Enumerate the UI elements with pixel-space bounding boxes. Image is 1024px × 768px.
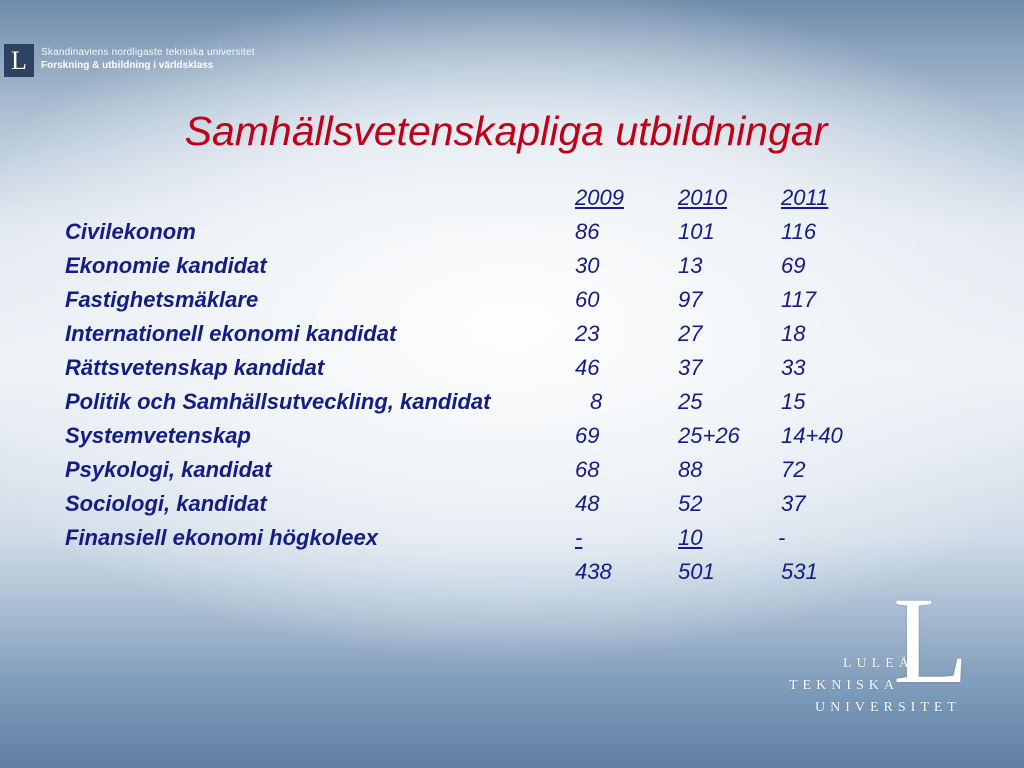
- header-tagline: [41, 46, 255, 73]
- value-2010: 13: [678, 253, 703, 278]
- value-2010: 88: [678, 457, 703, 482]
- table-totals-row: [65, 559, 965, 589]
- program-name: Civilekonom: [65, 219, 196, 244]
- university-logo: [785, 572, 1000, 720]
- header-2009: 2009: [575, 185, 624, 210]
- table-row: [65, 525, 965, 555]
- header-logo: L: [4, 44, 34, 77]
- table-row: [65, 355, 965, 385]
- value-2009: 60: [575, 287, 600, 312]
- value-2010: 101: [678, 219, 715, 244]
- table-row: [65, 287, 965, 317]
- value-2009: 23: [575, 321, 600, 346]
- program-name: Fastighetsmäklare: [65, 287, 259, 312]
- university-logo-letter: L: [893, 572, 969, 709]
- value-2011: 69: [781, 253, 806, 278]
- value-2010: 27: [678, 321, 703, 346]
- value-2009: 68: [575, 457, 600, 482]
- value-2009: 48: [575, 491, 600, 516]
- program-name: Ekonomie kandidat: [65, 253, 267, 278]
- table-row: [65, 219, 965, 249]
- header-2010: 2010: [678, 185, 727, 210]
- value-2010: 25+26: [678, 423, 740, 448]
- value-2009: -: [575, 525, 583, 550]
- value-2011: -: [778, 525, 786, 550]
- program-name: Rättsvetenskap kandidat: [65, 355, 325, 380]
- table-row: [65, 389, 965, 419]
- value-2010: 37: [678, 355, 703, 380]
- table-row: [65, 253, 965, 283]
- value-2010: 10: [678, 525, 703, 550]
- value-2009: 86: [575, 219, 600, 244]
- value-2011: 116: [781, 219, 817, 244]
- value-2011: 33: [781, 355, 806, 380]
- value-2009: 46: [575, 355, 600, 380]
- table-row: [65, 423, 965, 453]
- table-row: [65, 457, 965, 487]
- table-row: [65, 491, 965, 521]
- header-2011: 2011: [781, 185, 829, 210]
- header-tagline-line2: Forskning & utbildning i världsklass: [41, 60, 214, 71]
- value-2009: 69: [575, 423, 600, 448]
- total-2011: 531: [781, 559, 818, 584]
- value-2011: 18: [781, 321, 806, 346]
- value-2009: 8: [590, 389, 603, 414]
- value-2011: 15: [781, 389, 806, 414]
- value-2010: 97: [678, 287, 703, 312]
- value-2011: 72: [781, 457, 806, 482]
- university-logo-line1: LULEÅ: [843, 656, 914, 671]
- total-2010: 501: [678, 559, 715, 584]
- value-2011: 117: [781, 287, 817, 312]
- slide-title: Samhällsvetenskapliga utbildningar: [184, 108, 828, 154]
- program-name: Politik och Samhällsutveckling, kandidat: [65, 389, 491, 414]
- value-2010: 25: [678, 389, 703, 414]
- value-2011: 14+40: [781, 423, 843, 448]
- header-tagline-line1: Skandinaviens nordligaste tekniska universitet: [41, 47, 255, 58]
- value-2011: 37: [781, 491, 806, 516]
- value-2009: 30: [575, 253, 600, 278]
- university-logo-line3: UNIVERSITET: [815, 700, 961, 715]
- table-row: [65, 321, 965, 351]
- program-name: Systemvetenskap: [65, 423, 251, 448]
- program-name: Sociologi, kandidat: [65, 491, 267, 516]
- program-name: Psykologi, kandidat: [65, 457, 272, 482]
- value-2010: 52: [678, 491, 703, 516]
- program-name: Internationell ekonomi kandidat: [65, 321, 397, 346]
- university-logo-line2: TEKNISKA: [789, 678, 899, 693]
- program-name: Finansiell ekonomi högkoleex: [65, 525, 378, 550]
- total-2009: 438: [575, 559, 612, 584]
- table-header-row: [65, 185, 965, 215]
